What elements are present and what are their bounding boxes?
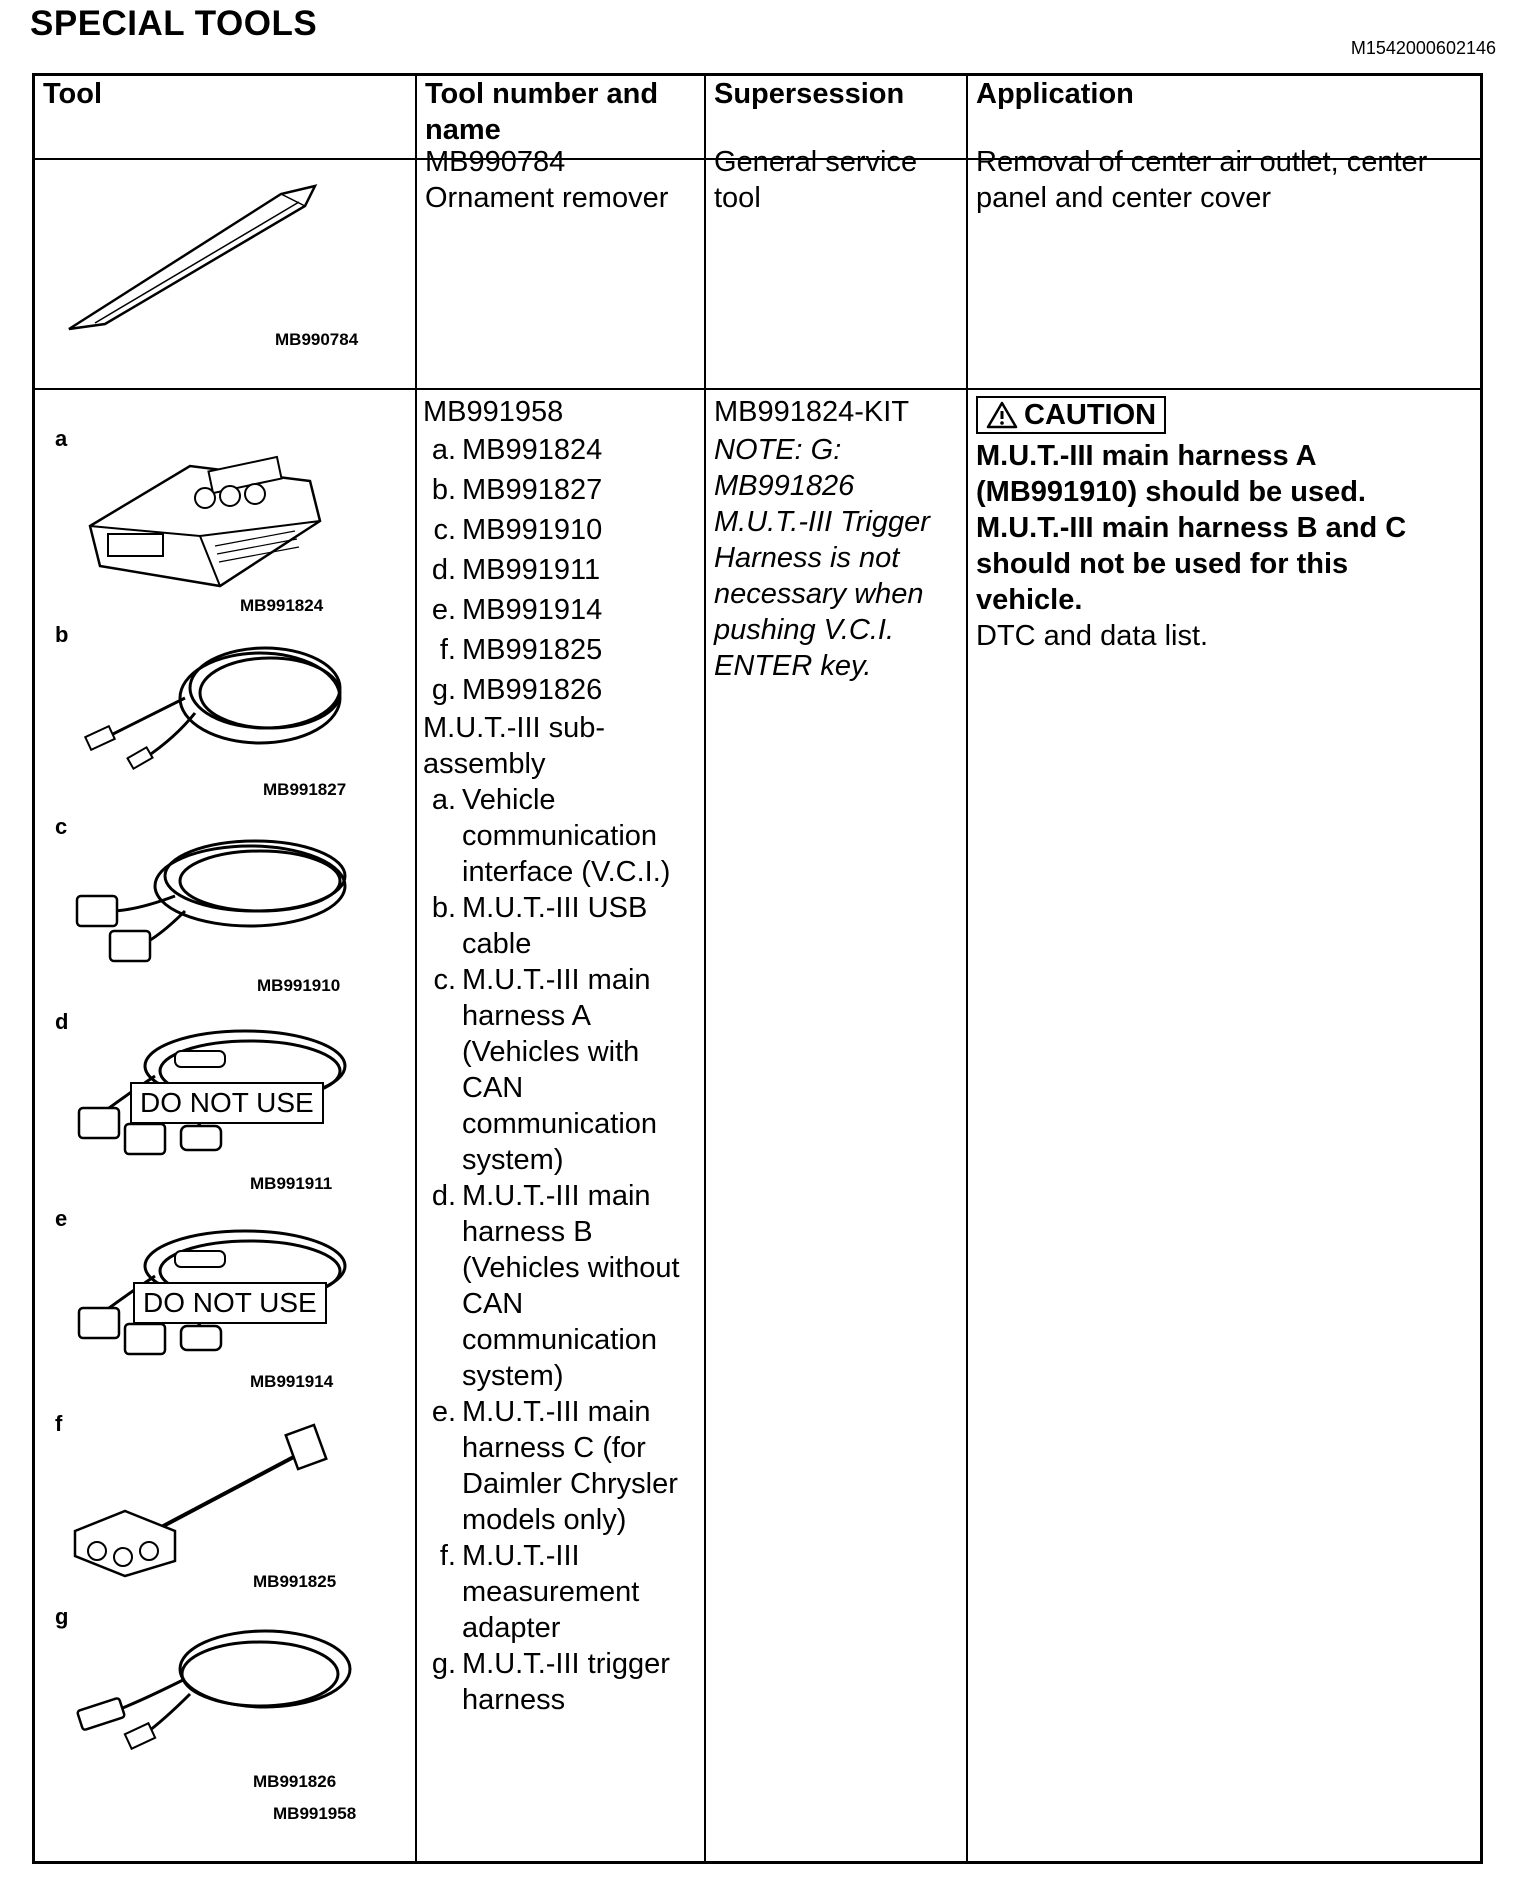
page-title: SPECIAL TOOLS (30, 4, 318, 43)
row-divider (35, 388, 1480, 390)
list-item: e. MB991914 (431, 594, 603, 626)
list-item: f. M.U.T.-III measurement adapter (439, 1540, 640, 1644)
illustration-code: MB991914 (250, 1372, 334, 1391)
tool-number: MB990784 (425, 146, 566, 178)
illustration-letter: g (55, 1604, 69, 1629)
list-item: b. MB991827 (431, 474, 603, 506)
special-tools-table (32, 73, 1483, 1864)
document-id: M1542000602146 (1350, 38, 1496, 58)
list-item: g. MB991826 (431, 674, 603, 706)
header-tool: Tool (43, 78, 103, 110)
illustration-code: MB991825 (253, 1572, 337, 1591)
list-item: a. MB991824 (431, 434, 603, 466)
illustration-letter: f (55, 1411, 63, 1436)
ornament-remover-illustration (65, 176, 355, 336)
list-item: f. MB991825 (439, 634, 603, 666)
trigger-harness-illustration (65, 1614, 355, 1764)
list-item: c. MB991910 (433, 514, 603, 546)
do-not-use-label: DO NOT USE (133, 1282, 327, 1324)
illustration-letter: d (55, 1009, 69, 1034)
illustration-letter: c (55, 814, 68, 839)
caution-box (976, 396, 1166, 434)
caution-text: M.U.T.-III main harness A (MB991910) should be used. M.U.T.-III main harness B and C should not be used for this vehicle. (976, 440, 1407, 616)
warning-triangle-icon (986, 401, 1018, 429)
header-tool-number-name: Tool number and name (425, 78, 659, 146)
illustration-code: MB991827 (263, 780, 347, 799)
list-item: g. M.U.T.-III trigger harness (431, 1648, 670, 1716)
illustration-letter: a (55, 426, 68, 451)
usb-cable-illustration (65, 628, 355, 778)
main-harness-a-illustration (65, 821, 355, 971)
row1-tool-number-name (425, 144, 700, 216)
row1-supersession: General service tool (714, 146, 918, 214)
vci-illustration (80, 436, 335, 596)
application-text: DTC and data list. (976, 620, 1209, 652)
illustration-code: MB991826 (253, 1772, 337, 1791)
illustration-code: MB990784 (275, 330, 359, 349)
kit-number: MB991958 (423, 396, 564, 428)
supersession-kit: MB991824-KIT (714, 396, 910, 428)
list-item: e. M.U.T.-III main harness C (for Daimler Chrysler models only) (431, 1396, 678, 1536)
row1-application: Removal of center air outlet, center panel and center cover (976, 146, 1428, 214)
row2-supersession (714, 394, 954, 684)
list-item: c. M.U.T.-III main harness A (Vehicles with CAN communication system) (433, 964, 658, 1176)
illustration-letter: b (55, 622, 69, 647)
measurement-adapter-illustration (65, 1421, 355, 1581)
subassembly-list (425, 782, 705, 1718)
illustration-code: MB991910 (257, 976, 341, 995)
caution-label: CAUTION (1024, 399, 1157, 431)
do-not-use-label: DO NOT USE (130, 1082, 324, 1124)
row2-application (976, 394, 1456, 654)
list-item: d. M.U.T.-III main harness B (Vehicles without CAN communication system) (431, 1180, 680, 1392)
tool-name: Ornament remover (425, 182, 669, 214)
list-item: a. Vehicle communication interface (V.C.I.) (431, 784, 671, 888)
list-item: d. MB991911 (431, 554, 601, 586)
row2-tool-number-name (425, 394, 705, 1718)
column-divider (966, 76, 968, 1861)
illustration-code: MB991911 (250, 1174, 333, 1193)
illustration-code: MB991824 (240, 596, 324, 615)
illustration-letter: e (55, 1206, 68, 1231)
list-item: b. M.U.T.-III USB cable (431, 892, 648, 960)
header-supersession: Supersession (714, 78, 905, 110)
kit-code: MB991958 (273, 1804, 357, 1823)
part-number-list (425, 430, 705, 710)
supersession-note: NOTE: G: MB991826 M.U.T.-III Trigger Harness is not necessary when pushing V.C.I. ENTER key. (714, 434, 930, 682)
subassembly-title: M.U.T.-III sub-assembly (423, 712, 606, 780)
column-divider (415, 76, 417, 1861)
header-application: Application (976, 78, 1134, 110)
